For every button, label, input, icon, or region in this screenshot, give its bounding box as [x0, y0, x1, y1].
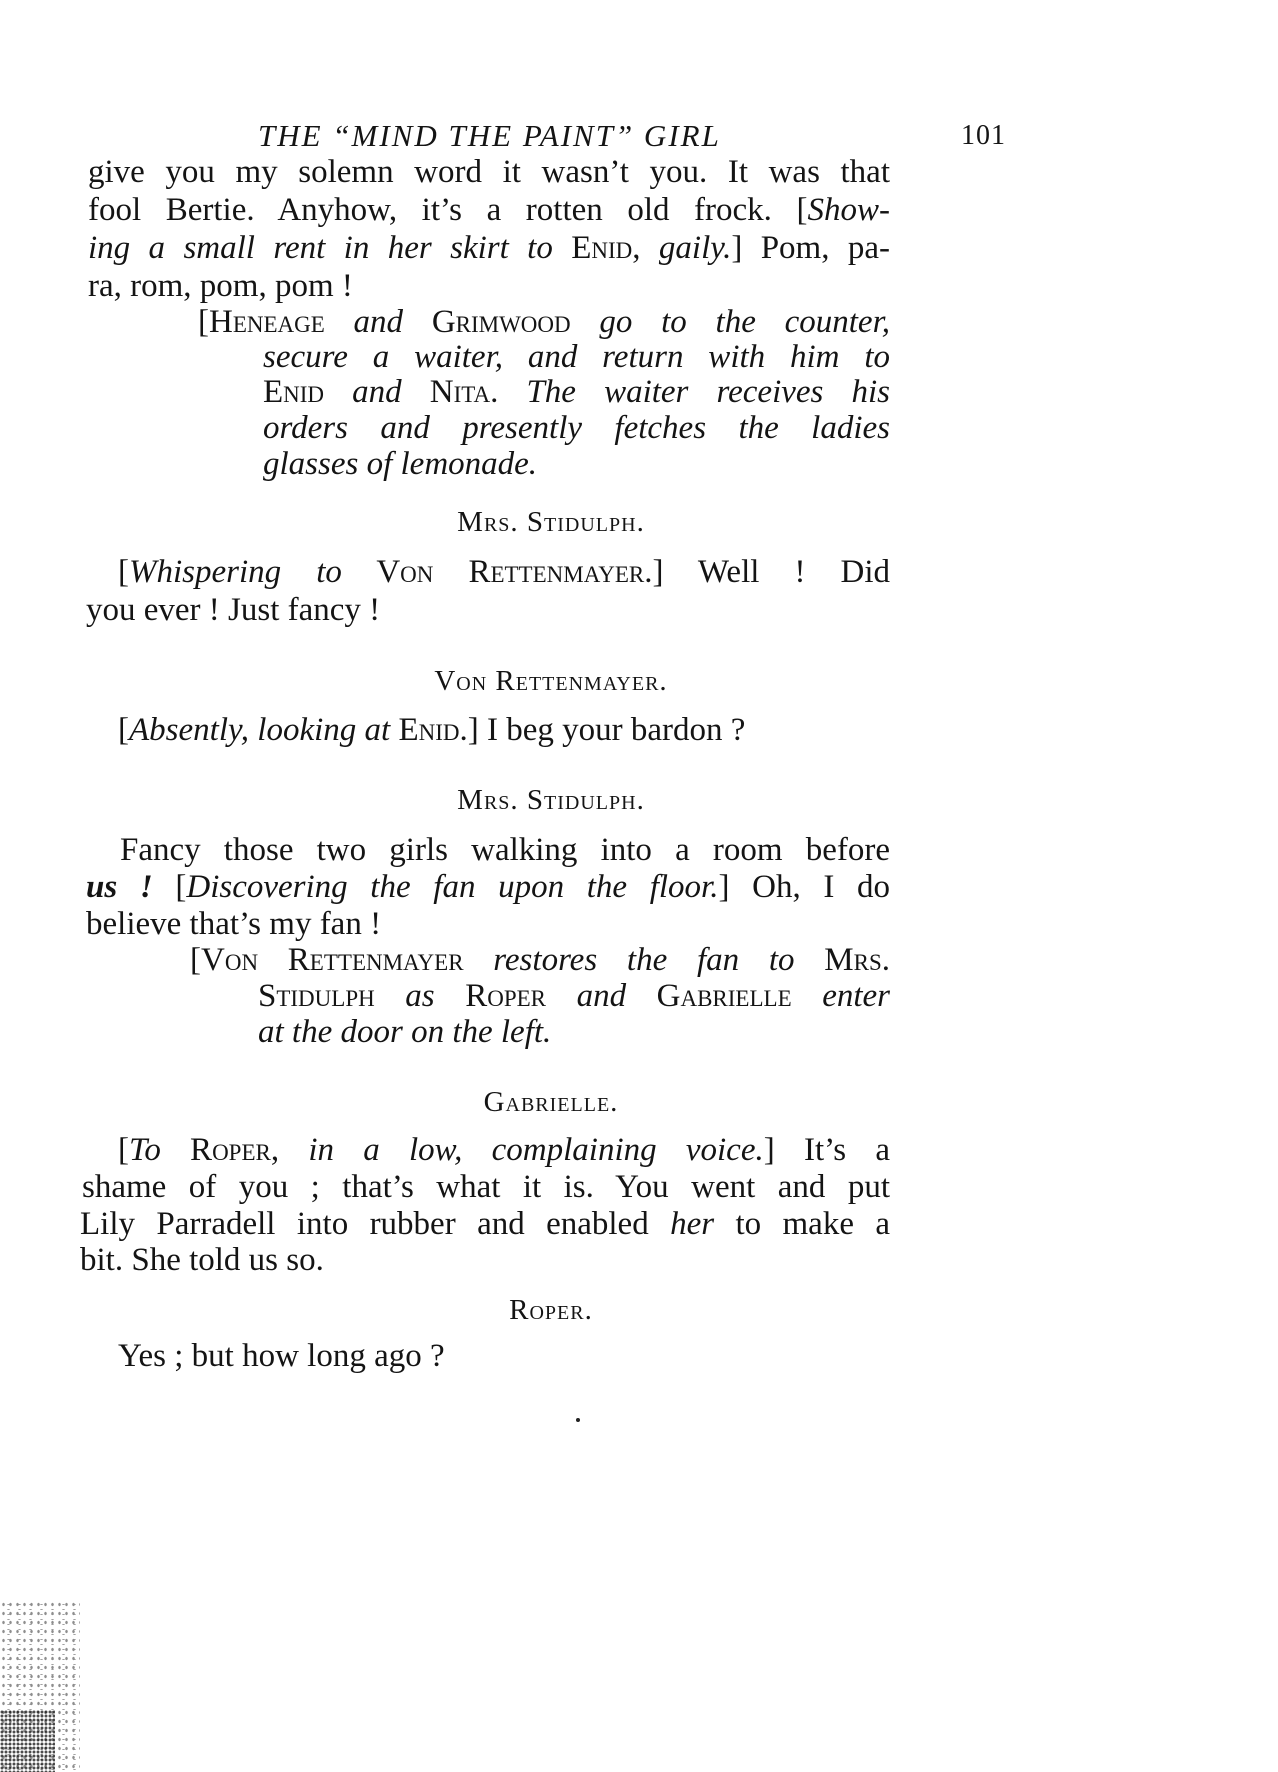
stage-direction-line: secure a waiter, and return with him to [263, 339, 890, 375]
text-line: Yes ; but how long ago ? [118, 1338, 445, 1374]
text-line: Fancy those two girls walking into a room before [120, 832, 890, 868]
speaker-name: Von Rettenmayer. [434, 665, 668, 697]
speaker-name: Mrs. Stidulph. [457, 506, 645, 538]
text-line: believe that’s my fan ! [86, 906, 382, 942]
scan-noise-dense [0, 1710, 55, 1772]
text-line: shame of you ; that’s what it is. You went and put [82, 1169, 890, 1205]
stage-direction-line: Enid and Nita. The waiter receives his [263, 374, 891, 410]
text-line: [To Roper, in a low, complaining voice.] It’s a [118, 1132, 890, 1168]
text-line: you ever ! Just fancy ! [86, 592, 381, 628]
speaker-name: Mrs. Stidulph. [457, 784, 645, 816]
stage-direction-line: orders and presently fetches the ladies [263, 410, 890, 446]
stage-direction-line: at the door on the left. [258, 1014, 552, 1050]
stage-direction-line: [Von Rettenmayer restores the fan to Mrs. [190, 942, 890, 978]
text-line: ra, rom, pom, pom ! [88, 268, 353, 304]
scan-speck [576, 1418, 580, 1422]
text-line: bit. She told us so. [80, 1242, 324, 1278]
running-title: THE “MIND THE PAINT” GIRL [258, 118, 721, 153]
text-line: [Absently, looking at Enid.] I beg your bardon ? [118, 712, 746, 748]
page-number: 101 [961, 120, 1006, 151]
text-line: us ! [Discovering the fan upon the floor.] Oh, I do [86, 869, 890, 905]
stage-direction-line: glasses of lemonade. [263, 446, 538, 482]
text-line: give you my solemn word it wasn’t you. It was that [88, 154, 890, 190]
stage-direction-line: Stidulph as Roper and Gabrielle enter [258, 978, 890, 1014]
stage-direction-line: [Heneage and Grimwood go to the counter, [198, 304, 891, 340]
text-line: fool Bertie. Anyhow, it’s a rotten old frock. [Show- [88, 192, 890, 228]
text-line: ing a small rent in her skirt to Enid, gaily.] Pom, pa- [88, 230, 891, 266]
text-line: [Whispering to Von Rettenmayer.] Well ! Did [118, 554, 890, 590]
speaker-name: Roper. [509, 1294, 593, 1326]
speaker-name: Gabrielle. [483, 1086, 619, 1118]
text-line: Lily Parradell into rubber and enabled her to make a [80, 1206, 891, 1242]
